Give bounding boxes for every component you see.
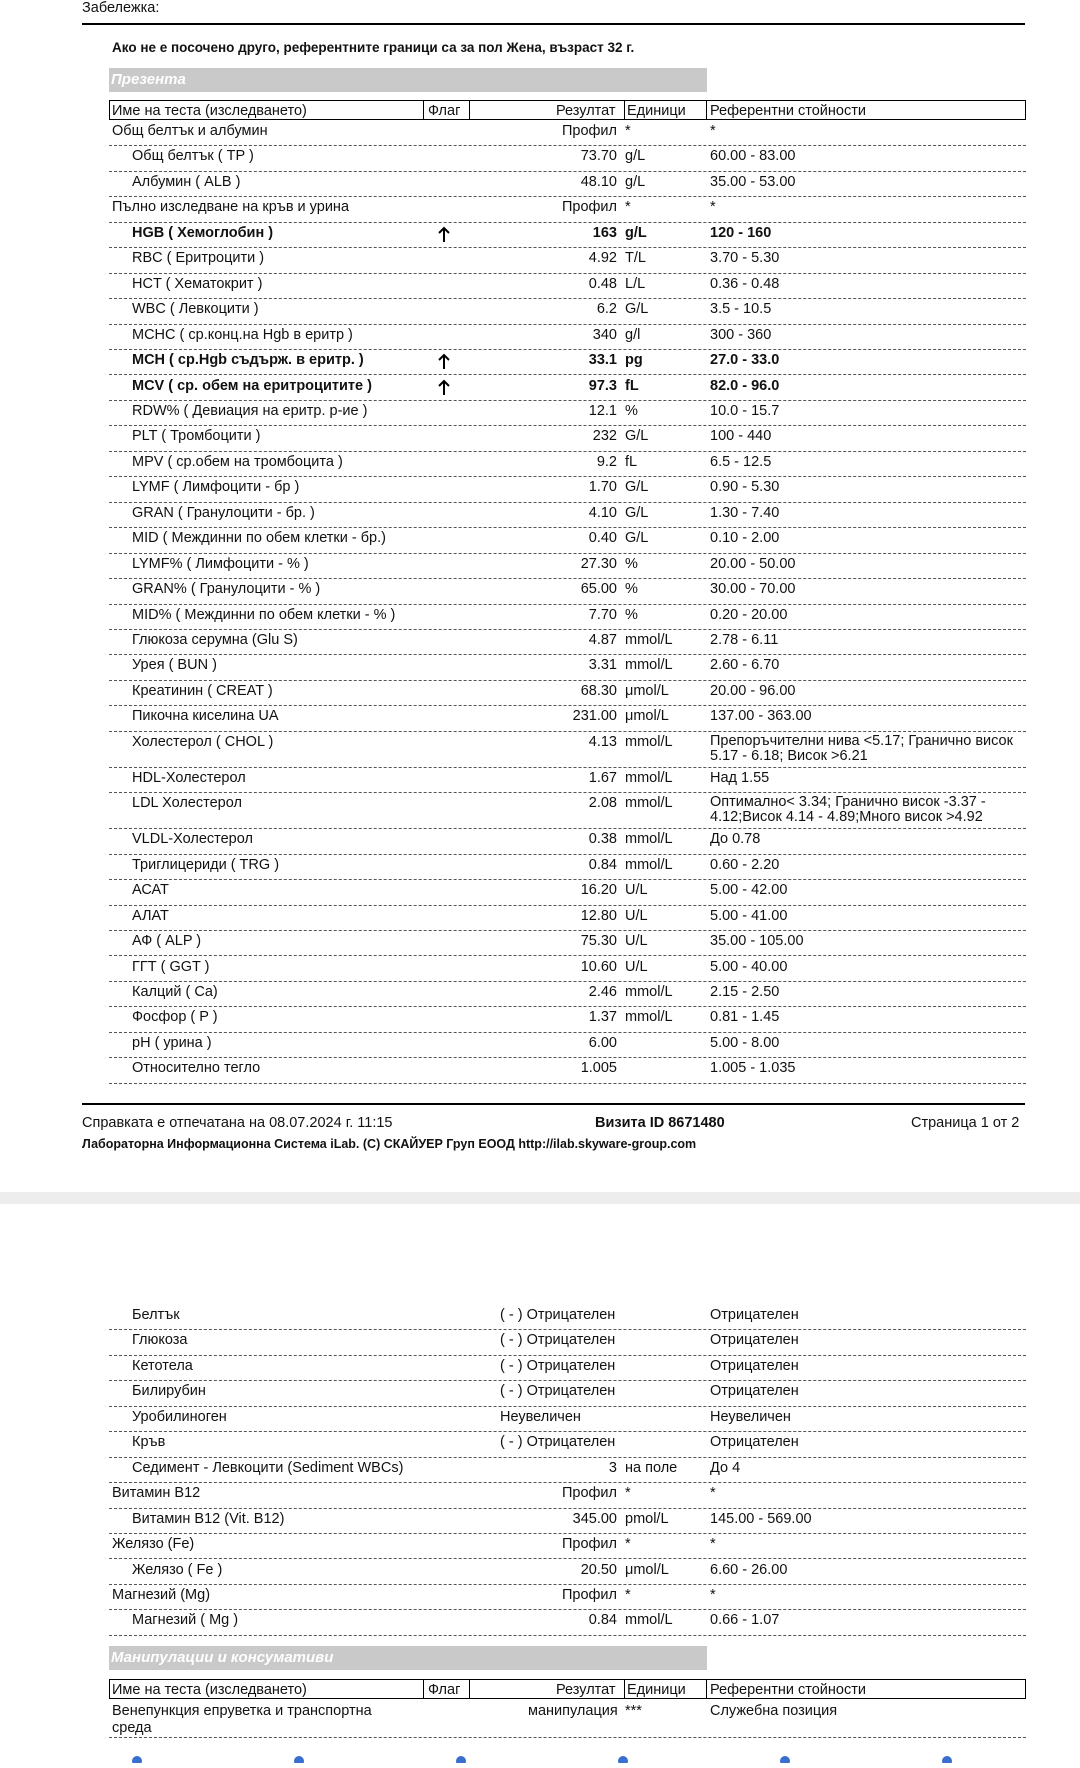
test-result: 231.00 bbox=[572, 708, 617, 725]
test-name: АСАТ bbox=[132, 882, 169, 899]
test-name: Общ белтък и албумин bbox=[112, 123, 268, 139]
test-name: Триглицериди ( TRG ) bbox=[132, 856, 280, 873]
table-row bbox=[0, 579, 1080, 604]
test-reference: 0.66 - 1.07 bbox=[710, 1612, 780, 1629]
test-result: 4.92 bbox=[588, 250, 617, 267]
test-name: Калций ( Ca) bbox=[132, 983, 218, 1000]
profile-row bbox=[0, 1534, 1080, 1559]
test-reference: Препоръчителни нива <5.17; Гранично висок 5.17 - 6.18; Висок >6.21 bbox=[710, 732, 1013, 764]
test-reference: 3.70 - 5.30 bbox=[710, 250, 780, 267]
table-row bbox=[0, 1330, 1080, 1355]
test-result: 345.00 bbox=[572, 1510, 617, 1527]
col-test: Име на теста (изследването) bbox=[112, 1682, 307, 1698]
test-result: 97.3 bbox=[588, 377, 617, 394]
test-name: Пълно изследване на кръв и урина bbox=[112, 199, 350, 216]
test-name: Глюкоза bbox=[132, 1332, 188, 1349]
test-result: ( - ) Отрицателен bbox=[500, 1434, 616, 1451]
test-result: манипулация bbox=[528, 1703, 618, 1719]
test-reference: 137.00 - 363.00 bbox=[710, 708, 812, 725]
test-unit: g/L bbox=[625, 148, 646, 165]
test-name: HGB ( Хемоглобин ) bbox=[132, 224, 274, 241]
profile-row bbox=[0, 197, 1080, 222]
table-row bbox=[0, 1407, 1080, 1432]
table-row bbox=[0, 957, 1080, 982]
test-unit: *** bbox=[625, 1703, 642, 1719]
table-row bbox=[0, 223, 1080, 248]
test-result: 27.30 bbox=[580, 555, 617, 572]
table-row bbox=[0, 732, 1080, 768]
test-unit: pmol/L bbox=[625, 1510, 669, 1527]
test-reference: 1.30 - 7.40 bbox=[710, 504, 780, 521]
note-label: Забележка: bbox=[82, 0, 160, 16]
test-unit: mmol/L bbox=[625, 795, 673, 812]
divider bbox=[706, 101, 707, 119]
table-row bbox=[0, 982, 1080, 1007]
test-name: Общ белтък ( TP ) bbox=[132, 148, 254, 165]
test-result: 232 bbox=[592, 428, 617, 445]
table-row bbox=[0, 1381, 1080, 1406]
test-reference: 5.00 - 41.00 bbox=[710, 907, 788, 924]
test-name: Желязо ( Fe ) bbox=[132, 1561, 223, 1578]
test-name: АФ ( ALP ) bbox=[132, 933, 202, 950]
test-reference: 3.5 - 10.5 bbox=[710, 301, 772, 318]
table-row bbox=[0, 1458, 1080, 1483]
test-unit: U/L bbox=[625, 882, 648, 899]
test-reference: * bbox=[710, 1586, 716, 1603]
table-row bbox=[0, 906, 1080, 931]
test-result: 6.00 bbox=[588, 1034, 617, 1051]
test-result: 1.005 bbox=[580, 1060, 617, 1077]
test-unit: mmol/L bbox=[625, 632, 673, 648]
table-header bbox=[109, 1679, 1026, 1699]
test-reference: 60.00 - 83.00 bbox=[710, 148, 796, 165]
table-row bbox=[0, 350, 1080, 375]
row-divider bbox=[109, 1635, 1026, 1636]
test-reference: * bbox=[710, 1536, 716, 1553]
test-result: 2.46 bbox=[588, 983, 617, 1000]
test-result: 10.60 bbox=[580, 958, 617, 975]
test-name: HCT ( Хематокрит ) bbox=[132, 275, 263, 292]
test-reference: 145.00 - 569.00 bbox=[710, 1510, 812, 1527]
test-result: 9.2 bbox=[596, 453, 617, 470]
test-unit: g/L bbox=[625, 173, 646, 190]
test-name: PLT ( Тромбоцити ) bbox=[132, 428, 261, 445]
table-row bbox=[0, 1058, 1080, 1083]
test-name: LYMF ( Лимфоцити - бр ) bbox=[132, 479, 300, 496]
test-result: 12.1 bbox=[588, 402, 617, 419]
divider bbox=[706, 1680, 707, 1698]
test-result: 33.1 bbox=[588, 352, 617, 369]
test-result: 0.38 bbox=[588, 831, 617, 848]
table-row bbox=[0, 655, 1080, 680]
table-row bbox=[0, 1560, 1080, 1585]
test-reference: 10.0 - 15.7 bbox=[710, 402, 780, 419]
page-gap bbox=[0, 1192, 1080, 1204]
table-row bbox=[0, 1007, 1080, 1032]
table-row bbox=[0, 1610, 1080, 1635]
table-row bbox=[0, 605, 1080, 630]
test-name: Венепункция епруветка и транспортна среда bbox=[112, 1703, 372, 1736]
table-header bbox=[109, 100, 1026, 120]
test-reference: Отрицателен bbox=[710, 1332, 799, 1349]
test-name: MCHC ( ср.конц.на Hgb в еритр ) bbox=[132, 326, 353, 343]
visit-id: Визита ID 8671480 bbox=[595, 1115, 725, 1131]
test-unit: mmol/L bbox=[625, 831, 673, 848]
test-result: 1.70 bbox=[588, 479, 617, 496]
test-result: Профил bbox=[561, 1586, 617, 1603]
test-result: 73.70 bbox=[580, 148, 617, 165]
test-name: Желязо (Fe) bbox=[112, 1536, 195, 1553]
test-name: Албумин ( ALB ) bbox=[132, 173, 241, 190]
test-name: Витамин B12 (Vit. B12) bbox=[132, 1510, 285, 1527]
test-unit: * bbox=[625, 1536, 631, 1553]
table-row bbox=[0, 706, 1080, 731]
test-name: Уробилиноген bbox=[132, 1408, 227, 1425]
col-units: Единици bbox=[627, 103, 686, 119]
test-reference: До 4 bbox=[710, 1459, 741, 1476]
table-row bbox=[0, 477, 1080, 502]
test-reference: 5.00 - 42.00 bbox=[710, 882, 788, 899]
test-name: GRAN ( Гранулоцити - бр. ) bbox=[132, 504, 315, 521]
table-row bbox=[0, 681, 1080, 706]
table-row bbox=[0, 299, 1080, 324]
table-row bbox=[0, 1356, 1080, 1381]
test-result: 4.10 bbox=[588, 504, 617, 521]
test-unit: U/L bbox=[625, 907, 648, 924]
report-page-2 bbox=[0, 1204, 1080, 1754]
test-reference: Служебна позиция bbox=[710, 1703, 838, 1719]
test-reference: * bbox=[710, 123, 716, 139]
test-name: RBC ( Еритроцити ) bbox=[132, 250, 265, 267]
test-unit: * bbox=[625, 1586, 631, 1603]
col-units: Единици bbox=[627, 1682, 686, 1698]
test-unit: pg bbox=[625, 352, 643, 369]
table-row bbox=[0, 793, 1080, 829]
test-reference: 300 - 360 bbox=[710, 326, 772, 343]
test-unit: * bbox=[625, 199, 631, 216]
test-unit: G/L bbox=[625, 301, 649, 318]
test-result: 6.2 bbox=[596, 301, 617, 318]
reference-note: Ако не е посочено друго, референтните граници са за пол Жена, възраст 32 г. bbox=[112, 40, 635, 55]
test-unit: mmol/L bbox=[625, 1009, 673, 1026]
test-unit: U/L bbox=[625, 958, 648, 975]
test-reference: 30.00 - 70.00 bbox=[710, 581, 796, 598]
test-name: ГГТ ( GGT ) bbox=[132, 958, 210, 975]
test-name: LYMF% ( Лимфоцити - % ) bbox=[132, 555, 309, 572]
test-name: Пикочна киселина UA bbox=[132, 708, 279, 725]
flag-up-icon bbox=[436, 378, 452, 398]
test-result: 1.67 bbox=[588, 769, 617, 786]
test-name: Урея ( BUN ) bbox=[132, 657, 217, 674]
profile-row bbox=[0, 1483, 1080, 1508]
table-row bbox=[0, 274, 1080, 299]
test-result: 0.84 bbox=[588, 856, 617, 873]
test-result: 68.30 bbox=[580, 682, 617, 699]
test-unit: T/L bbox=[625, 250, 646, 267]
test-result: Профил bbox=[561, 1485, 617, 1502]
test-reference: 6.60 - 26.00 bbox=[710, 1561, 788, 1578]
test-reference: 120 - 160 bbox=[710, 224, 772, 241]
test-result: 4.87 bbox=[588, 632, 617, 648]
test-result: 48.10 bbox=[580, 173, 617, 190]
divider bbox=[624, 1680, 625, 1698]
test-reference: Над 1.55 bbox=[710, 769, 770, 786]
table-row bbox=[0, 554, 1080, 579]
test-reference: Отрицателен bbox=[710, 1307, 799, 1323]
test-unit: % bbox=[625, 555, 638, 572]
test-result: ( - ) Отрицателен bbox=[500, 1357, 616, 1374]
test-name: Холестерол ( CHOL ) bbox=[132, 733, 274, 750]
table-row bbox=[0, 503, 1080, 528]
test-name: pH ( урина ) bbox=[132, 1034, 212, 1051]
profile-row bbox=[0, 1585, 1080, 1610]
table-row bbox=[0, 426, 1080, 451]
test-result: Профил bbox=[561, 199, 617, 216]
section-title: Манипулации и консумативи bbox=[109, 1646, 707, 1670]
test-name: MCV ( ср. обем на еритроцитите ) bbox=[132, 377, 372, 394]
test-name: MPV ( ср.обем на тромбоцита ) bbox=[132, 453, 343, 470]
test-result: 0.48 bbox=[588, 275, 617, 292]
test-name: Кетотела bbox=[132, 1357, 193, 1374]
test-unit: G/L bbox=[625, 428, 649, 445]
test-name: RDW% ( Девиация на еритр. р-ие ) bbox=[132, 402, 368, 419]
perforation-dots bbox=[0, 1755, 1080, 1763]
col-result: Резултат bbox=[556, 103, 616, 119]
test-unit: % bbox=[625, 402, 638, 419]
test-result: 1.37 bbox=[588, 1009, 617, 1026]
test-reference: 82.0 - 96.0 bbox=[710, 377, 780, 394]
test-result: 0.84 bbox=[588, 1612, 617, 1629]
page-number: Страница 1 от 2 bbox=[911, 1115, 1020, 1131]
test-reference: Оптимално< 3.34; Гранично висок -3.37 - 4.12;Висок 4.14 - 4.89;Много висок >4.92 bbox=[710, 794, 986, 826]
col-flag: Флаг bbox=[428, 1682, 461, 1698]
test-name: GRAN% ( Гранулоцити - % ) bbox=[132, 581, 321, 598]
test-result: Неувеличен bbox=[500, 1408, 581, 1425]
divider bbox=[423, 1680, 424, 1698]
test-reference: 1.005 - 1.035 bbox=[710, 1060, 796, 1077]
divider bbox=[423, 101, 424, 119]
test-name: Относително тегло bbox=[132, 1060, 261, 1077]
test-result: 16.20 bbox=[580, 882, 617, 899]
col-flag: Флаг bbox=[428, 103, 461, 119]
test-result: 20.50 bbox=[580, 1561, 617, 1578]
test-unit: g/l bbox=[625, 326, 641, 343]
test-unit: % bbox=[625, 581, 638, 598]
test-name: MID ( Междинни по обем клетки - бр.) bbox=[132, 530, 386, 547]
test-name: Белтък bbox=[132, 1307, 180, 1323]
test-name: АЛАТ bbox=[132, 907, 169, 924]
test-name: Кръв bbox=[132, 1434, 166, 1451]
test-name: VLDL-Холестерол bbox=[132, 831, 253, 848]
test-unit: μmol/L bbox=[625, 682, 669, 699]
system-credit: Лабораторна Информационна Система iLab. (C) СКАЙУЕР Груп ЕООД http://ilab.skyware-group.com bbox=[82, 1137, 697, 1151]
test-unit: L/L bbox=[625, 275, 646, 292]
test-result: 0.40 bbox=[588, 530, 617, 547]
test-unit: μmol/L bbox=[625, 1561, 669, 1578]
table-row bbox=[0, 829, 1080, 854]
divider bbox=[469, 1680, 470, 1698]
table-row bbox=[0, 931, 1080, 956]
test-reference: 0.20 - 20.00 bbox=[710, 606, 788, 623]
test-name: Магнезий ( Mg ) bbox=[132, 1612, 239, 1629]
test-unit: на поле bbox=[625, 1459, 678, 1476]
test-reference: До 0.78 bbox=[710, 831, 761, 848]
test-reference: * bbox=[710, 199, 716, 216]
test-unit: * bbox=[625, 123, 631, 139]
test-name: LDL Холестерол bbox=[132, 795, 242, 812]
test-unit: mmol/L bbox=[625, 733, 673, 750]
test-name: Билирубин bbox=[132, 1383, 206, 1400]
test-reference: 2.15 - 2.50 bbox=[710, 983, 780, 1000]
flag-up-icon bbox=[436, 352, 452, 372]
test-result: 7.70 bbox=[588, 606, 617, 623]
test-reference: Отрицателен bbox=[710, 1434, 799, 1451]
test-reference: 0.36 - 0.48 bbox=[710, 275, 780, 292]
table-row bbox=[0, 376, 1080, 401]
test-reference: 5.00 - 40.00 bbox=[710, 958, 788, 975]
table-row bbox=[0, 401, 1080, 426]
test-reference: 35.00 - 105.00 bbox=[710, 933, 804, 950]
test-result: 75.30 bbox=[580, 933, 617, 950]
section-title: Презента bbox=[109, 68, 707, 92]
test-unit: mmol/L bbox=[625, 856, 673, 873]
table-row bbox=[0, 452, 1080, 477]
test-result: 12.80 bbox=[580, 907, 617, 924]
test-reference: 2.78 - 6.11 bbox=[710, 632, 779, 648]
test-reference: 35.00 - 53.00 bbox=[710, 173, 796, 190]
flag-up-icon bbox=[436, 225, 452, 245]
printed-date: Справката е отпечатана на 08.07.2024 г. 11:15 bbox=[82, 1115, 393, 1131]
test-reference: * bbox=[710, 1485, 716, 1502]
test-unit: U/L bbox=[625, 933, 648, 950]
test-result: 3 bbox=[608, 1459, 617, 1476]
test-unit: G/L bbox=[625, 530, 649, 547]
test-result: 2.08 bbox=[588, 795, 617, 812]
table-row bbox=[0, 248, 1080, 273]
test-name: Глюкоза серумна (Glu S) bbox=[132, 632, 298, 648]
test-result: 340 bbox=[592, 326, 617, 343]
test-reference: 20.00 - 50.00 bbox=[710, 555, 796, 572]
table-row bbox=[0, 1509, 1080, 1534]
row-divider bbox=[109, 1737, 1026, 1738]
test-unit: mmol/L bbox=[625, 657, 673, 674]
test-result: 4.13 bbox=[588, 733, 617, 750]
test-name: MID% ( Междинни по обем клетки - % ) bbox=[132, 606, 396, 623]
test-reference: 0.81 - 1.45 bbox=[710, 1009, 780, 1026]
table-row bbox=[0, 880, 1080, 905]
test-name: WBC ( Левкоцити ) bbox=[132, 301, 259, 318]
test-unit: % bbox=[625, 606, 638, 623]
test-reference: 0.60 - 2.20 bbox=[710, 856, 780, 873]
test-unit: g/L bbox=[625, 224, 647, 241]
table-row bbox=[0, 325, 1080, 350]
test-reference: 6.5 - 12.5 bbox=[710, 453, 772, 470]
test-unit: mmol/L bbox=[625, 769, 673, 786]
test-unit: fL bbox=[625, 377, 639, 394]
test-name: Фосфор ( P ) bbox=[132, 1009, 218, 1026]
test-result: ( - ) Отрицателен bbox=[500, 1307, 616, 1323]
table-row bbox=[0, 528, 1080, 553]
test-result: 163 bbox=[592, 224, 617, 241]
test-result: Профил bbox=[561, 123, 617, 139]
divider bbox=[624, 101, 625, 119]
test-name: Седимент - Левкоцити (Sediment WBCs) bbox=[132, 1459, 404, 1476]
row-divider bbox=[109, 1083, 1026, 1084]
test-unit: G/L bbox=[625, 504, 649, 521]
divider bbox=[469, 101, 470, 119]
col-result: Резултат bbox=[556, 1682, 616, 1698]
table-row bbox=[0, 1033, 1080, 1058]
table-row bbox=[0, 172, 1080, 197]
table-row bbox=[0, 1432, 1080, 1457]
test-reference: 0.90 - 5.30 bbox=[710, 479, 780, 496]
test-reference: Отрицателен bbox=[710, 1357, 799, 1374]
divider bbox=[82, 23, 1025, 25]
test-result: 65.00 bbox=[580, 581, 617, 598]
test-reference: 2.60 - 6.70 bbox=[710, 657, 780, 674]
test-unit: mmol/L bbox=[625, 1612, 673, 1629]
divider bbox=[82, 1103, 1025, 1105]
test-result: Профил bbox=[561, 1536, 617, 1553]
test-name: Витамин B12 bbox=[112, 1485, 201, 1502]
test-reference: 5.00 - 8.00 bbox=[710, 1034, 780, 1051]
col-test: Име на теста (изследването) bbox=[112, 103, 307, 119]
profile-row bbox=[0, 121, 1080, 146]
test-result: ( - ) Отрицателен bbox=[500, 1332, 616, 1349]
table-row bbox=[0, 855, 1080, 880]
test-name: Креатинин ( CREAT ) bbox=[132, 682, 273, 699]
col-reference: Референтни стойности bbox=[710, 1682, 866, 1698]
test-unit: G/L bbox=[625, 479, 649, 496]
col-reference: Референтни стойности bbox=[710, 103, 866, 119]
test-name: MCH ( ср.Hgb съдърж. в еритр. ) bbox=[132, 352, 364, 369]
table-row bbox=[0, 146, 1080, 171]
table-row bbox=[0, 1701, 1080, 1737]
test-unit: * bbox=[625, 1485, 631, 1502]
test-reference: Неувеличен bbox=[710, 1408, 791, 1425]
test-reference: 0.10 - 2.00 bbox=[710, 530, 780, 547]
test-name: Магнезий (Mg) bbox=[112, 1586, 211, 1603]
table-row bbox=[0, 768, 1080, 793]
table-row bbox=[0, 630, 1080, 655]
test-unit: μmol/L bbox=[625, 708, 669, 725]
test-reference: Отрицателен bbox=[710, 1383, 799, 1400]
test-reference: 20.00 - 96.00 bbox=[710, 682, 796, 699]
test-unit: fL bbox=[625, 453, 638, 470]
test-reference: 100 - 440 bbox=[710, 428, 772, 445]
test-result: 3.31 bbox=[588, 657, 617, 674]
test-result: ( - ) Отрицателен bbox=[500, 1383, 616, 1400]
table-row bbox=[0, 1305, 1080, 1330]
perforation bbox=[0, 1750, 1080, 1758]
test-unit: mmol/L bbox=[625, 983, 673, 1000]
test-name: HDL-Холестерол bbox=[132, 769, 246, 786]
test-reference: 27.0 - 33.0 bbox=[710, 352, 780, 369]
